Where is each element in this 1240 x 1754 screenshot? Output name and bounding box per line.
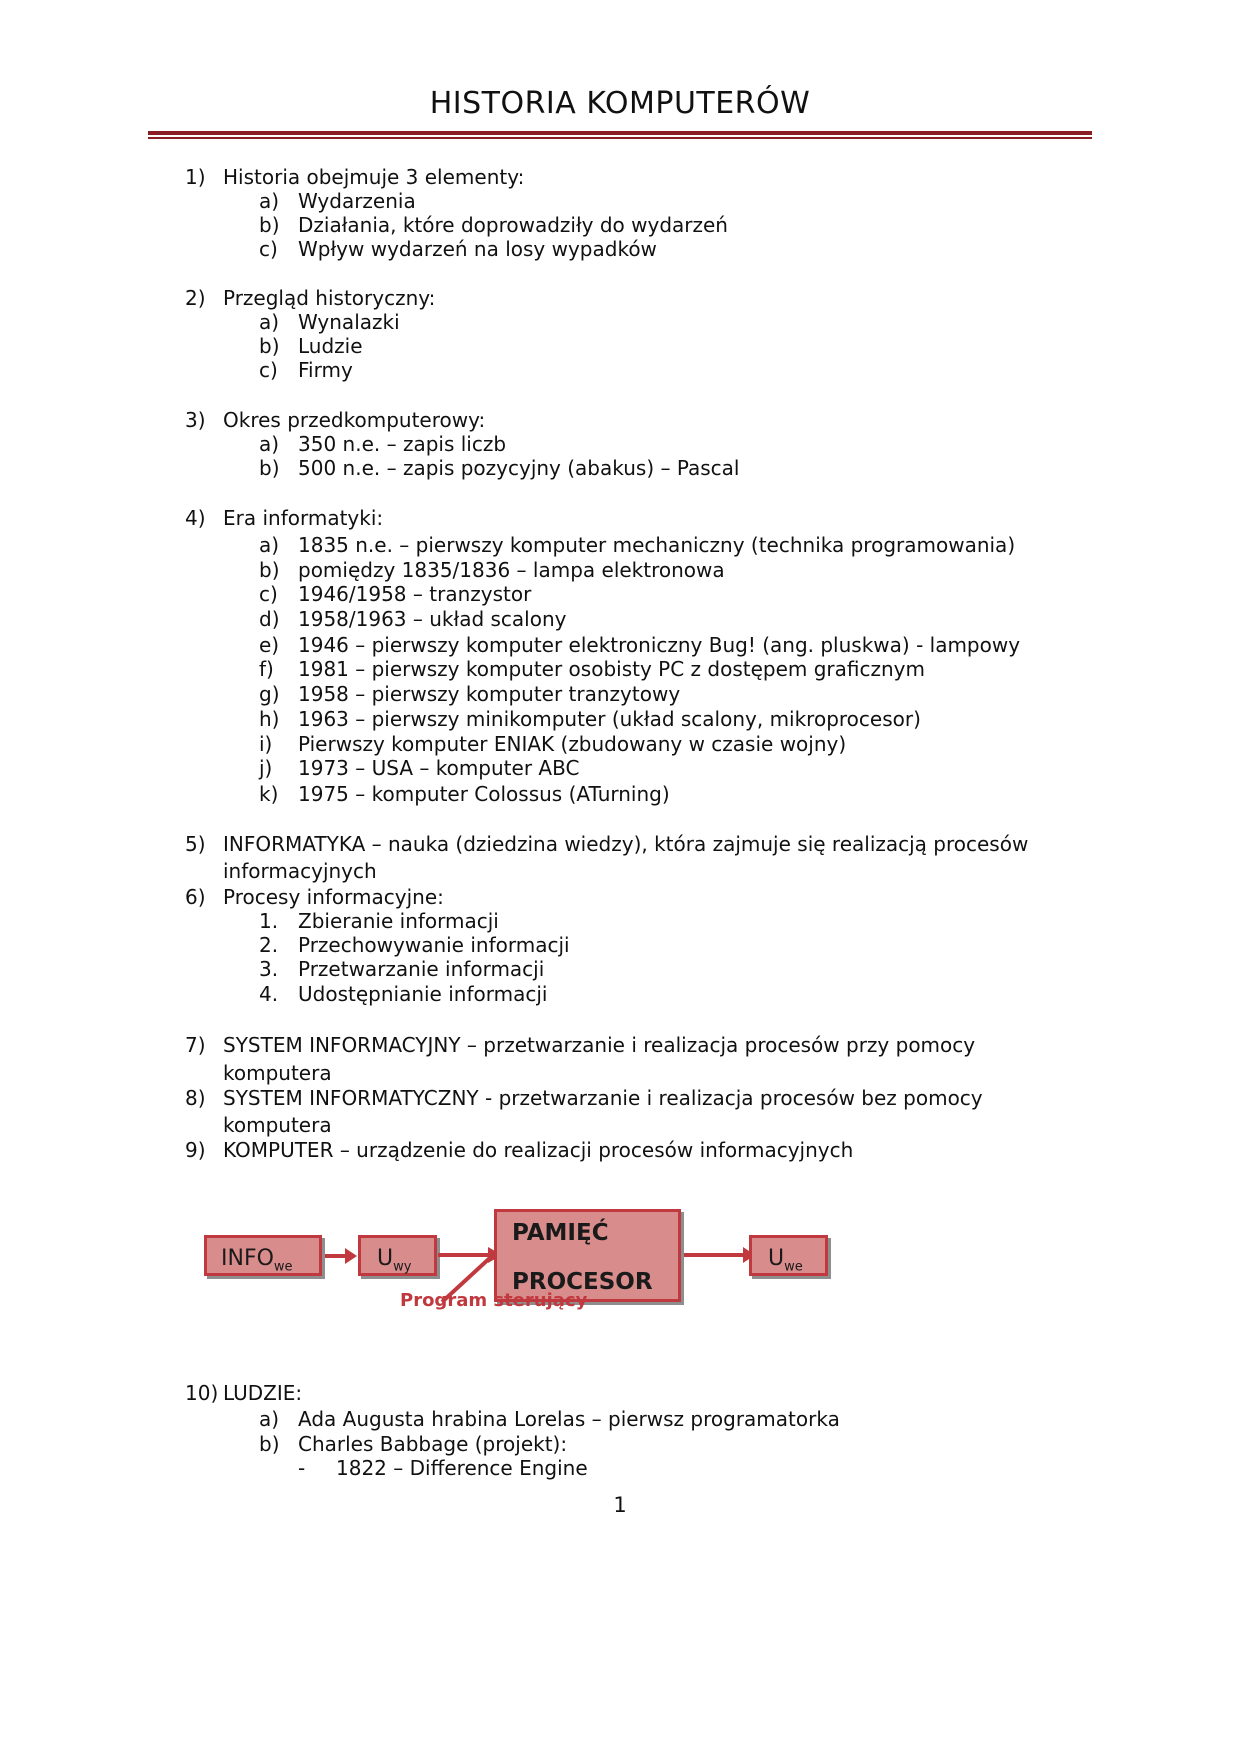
item-text: komputera xyxy=(223,1061,332,1085)
uwy-label: U xyxy=(377,1246,394,1271)
item-text: Okres przedkomputerowy: xyxy=(223,408,486,432)
sub-text: 350 n.e. – zapis liczb xyxy=(298,432,507,456)
sub-marker: b) xyxy=(259,1432,280,1456)
sub-marker: 2. xyxy=(259,933,279,957)
sub-text: Przechowywanie informacji xyxy=(298,933,570,957)
item-text: INFORMATYKA – nauka (dziedzina wiedzy), która zajmuje się realizacją procesów xyxy=(223,832,1029,856)
sub-text: Ada Augusta hrabina Lorelas – pierwsz programatorka xyxy=(298,1407,840,1431)
item-number: 7) xyxy=(185,1033,206,1057)
item-number: 5) xyxy=(185,832,206,856)
sub-text: Przetwarzanie informacji xyxy=(298,957,545,981)
sub-marker: a) xyxy=(259,533,280,557)
sub-marker: a) xyxy=(259,432,280,456)
page-number: 1 xyxy=(613,1493,627,1517)
uwe-subscript: we xyxy=(784,1259,803,1275)
sub-marker: a) xyxy=(259,310,280,334)
sub-text: 1973 – USA – komputer ABC xyxy=(298,756,580,780)
sub-marker: c) xyxy=(259,237,278,261)
sub-text: 1963 – pierwszy minikomputer (układ scalony, mikroprocesor) xyxy=(298,707,921,731)
sub-text: Wydarzenia xyxy=(298,189,416,213)
sub-marker: b) xyxy=(259,334,280,358)
sub-text: Udostępnianie informacji xyxy=(298,982,548,1006)
sub-text: Zbieranie informacji xyxy=(298,909,499,933)
item-number: 3) xyxy=(185,408,206,432)
processor-label: PROCESOR xyxy=(512,1269,653,1295)
item-text: SYSTEM INFORMATYCZNY - przetwarzanie i realizacja procesów bez pomocy xyxy=(223,1086,983,1110)
sub-marker: k) xyxy=(259,782,279,806)
sub-marker: j) xyxy=(259,756,273,780)
item-text: Era informatyki: xyxy=(223,506,384,530)
item-text: Przegląd historyczny: xyxy=(223,286,436,310)
sub-text: 1975 – komputer Colossus (ATurning) xyxy=(298,782,670,806)
sub-text: 1958/1963 – układ scalony xyxy=(298,607,567,631)
sub-text: 1946/1958 – tranzystor xyxy=(298,582,532,606)
sub-marker: b) xyxy=(259,213,280,237)
info-subscript: we xyxy=(273,1259,293,1275)
output-device-box xyxy=(749,1235,828,1276)
sub-marker: 1. xyxy=(259,909,279,933)
sub-marker: h) xyxy=(259,707,280,731)
sub-marker: b) xyxy=(259,456,280,480)
item-number: 6) xyxy=(185,885,206,909)
sub-marker: i) xyxy=(259,732,273,756)
item-text: informacyjnych xyxy=(223,859,377,883)
input-device-box xyxy=(358,1235,437,1276)
sub-text: 1946 – pierwszy komputer elektroniczny Bug! (ang. pluskwa) - lampowy xyxy=(298,633,1021,657)
item-text: KOMPUTER – urządzenie do realizacji procesów informacyjnych xyxy=(223,1138,854,1162)
sub-text: Firmy xyxy=(298,358,353,382)
item-number: 9) xyxy=(185,1138,206,1162)
item-number: 10) xyxy=(185,1381,219,1405)
sub-text: Działania, które doprowadziły do wydarzeń xyxy=(298,213,728,237)
item-number: 4) xyxy=(185,506,206,530)
info-label: INFO xyxy=(221,1246,274,1271)
item-text: LUDZIE: xyxy=(223,1381,303,1405)
item-text: komputera xyxy=(223,1113,332,1137)
title-rule-thin xyxy=(148,137,1092,139)
uwy-subscript: wy xyxy=(393,1259,412,1275)
sub-text: Wynalazki xyxy=(298,310,400,334)
arrow-3 xyxy=(684,1253,746,1257)
sub-text: 500 n.e. – zapis pozycyjny (abakus) – Pascal xyxy=(298,456,740,480)
sub-text: 1835 n.e. – pierwszy komputer mechaniczny (technika programowania) xyxy=(298,533,1016,557)
program-label: Program sterujący xyxy=(400,1290,588,1311)
sub-sub-text: 1822 – Difference Engine xyxy=(336,1456,588,1480)
item-number: 2) xyxy=(185,286,206,310)
sub-text: 1981 – pierwszy komputer osobisty PC z dostępem graficznym xyxy=(298,657,925,681)
item-text: Historia obejmuje 3 elementy: xyxy=(223,165,525,189)
dash-marker: - xyxy=(298,1456,306,1480)
sub-marker: c) xyxy=(259,582,278,606)
title-rule-thick xyxy=(148,131,1092,135)
item-text: SYSTEM INFORMACYJNY – przetwarzanie i realizacja procesów przy pomocy xyxy=(223,1033,976,1057)
sub-text: Wpływ wydarzeń na losy wypadków xyxy=(298,237,657,261)
arrow-1-head xyxy=(345,1248,357,1264)
sub-marker: 4. xyxy=(259,982,279,1006)
sub-text: pomiędzy 1835/1836 – lampa elektronowa xyxy=(298,558,725,582)
item-number: 1) xyxy=(185,165,206,189)
sub-text: Ludzie xyxy=(298,334,363,358)
memory-processor-box xyxy=(494,1209,681,1302)
info-input-box xyxy=(204,1235,322,1276)
sub-marker: e) xyxy=(259,633,280,657)
sub-text: Charles Babbage (projekt): xyxy=(298,1432,568,1456)
memory-label: PAMIĘĆ xyxy=(512,1220,609,1246)
item-text: Procesy informacyjne: xyxy=(223,885,444,909)
sub-marker: g) xyxy=(259,682,280,706)
sub-text: Pierwszy komputer ENIAK (zbudowany w czasie wojny) xyxy=(298,732,847,756)
arrow-1 xyxy=(325,1254,347,1258)
sub-marker: 3. xyxy=(259,957,279,981)
sub-marker: a) xyxy=(259,1407,280,1431)
sub-marker: b) xyxy=(259,558,280,582)
uwe-label: U xyxy=(768,1246,785,1271)
sub-marker: d) xyxy=(259,607,280,631)
sub-text: 1958 – pierwszy komputer tranzytowy xyxy=(298,682,681,706)
sub-marker: c) xyxy=(259,358,278,382)
sub-marker: a) xyxy=(259,189,280,213)
item-number: 8) xyxy=(185,1086,206,1110)
page-title: HISTORIA KOMPUTERÓW xyxy=(429,86,811,121)
sub-marker: f) xyxy=(259,657,274,681)
